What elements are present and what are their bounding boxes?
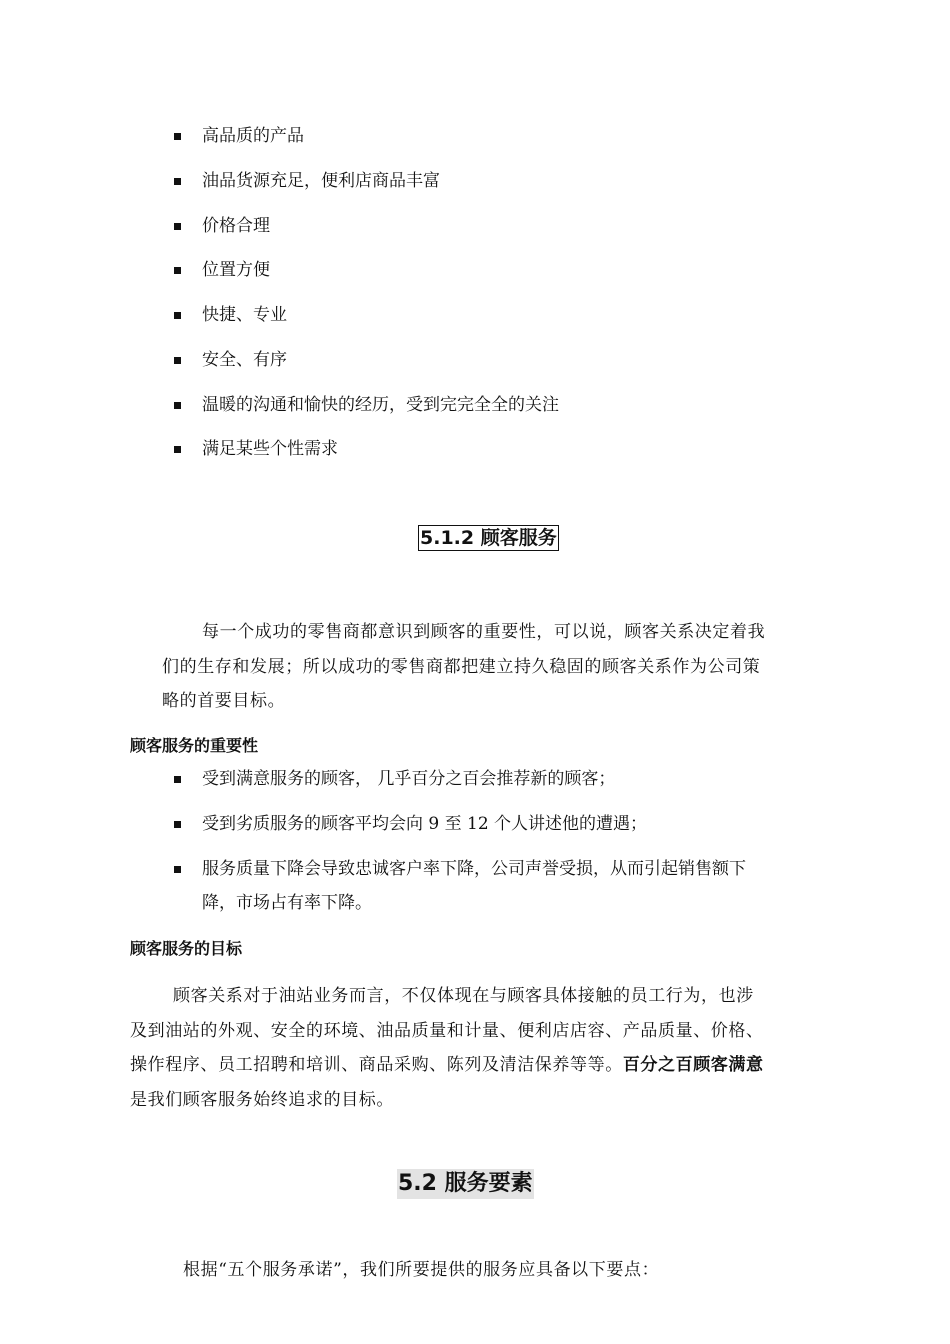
paragraph-line: 略的首要目标。: [162, 691, 286, 711]
list-item-continuation: 降，市场占有率下降。: [202, 893, 372, 913]
list-item: 油品货源充足，便利店商品丰富: [202, 171, 440, 191]
paragraph-line: 及到油站的外观、安全的环境、油品质量和计量、便利店店容、产品质量、价格、: [130, 1021, 764, 1041]
bullet-marker: [174, 357, 181, 364]
bullet-marker: [174, 821, 181, 828]
paragraph-line: 每一个成功的零售商都意识到顾客的重要性，可以说，顾客关系决定着我: [202, 622, 766, 642]
bold-emphasis: 百分之百顾客满意: [622, 1055, 764, 1075]
bullet-marker: [174, 402, 181, 409]
bullet-marker: [174, 866, 181, 873]
section-intro: 根据“五个服务承诺”，我们所要提供的服务应具备以下要点：: [183, 1260, 660, 1280]
section-heading-5-2: 5.2 服务要素: [397, 1169, 534, 1199]
bullet-marker: [174, 267, 181, 274]
bullet-marker: [174, 178, 181, 185]
paragraph-line: [130, 1050, 764, 1075]
bullet-marker: [174, 446, 181, 453]
list-item: 快捷、专业: [202, 305, 287, 325]
list-item: 受到满意服务的顾客， 几乎百分之百会推荐新的顾客；: [202, 769, 616, 789]
bullet-marker: [174, 133, 181, 140]
bullet-marker: [174, 312, 181, 319]
list-item: 满足某些个性需求: [202, 439, 338, 459]
list-item: 服务质量下降会导致忠诚客户率下降，公司声誉受损，从而引起销售额下: [202, 859, 746, 879]
list-item: 受到劣质服务的顾客平均会向 9 至 12 个人讲述他的遭遇；: [202, 814, 648, 834]
bullet-marker: [174, 776, 181, 783]
list-item: 位置方便: [202, 260, 270, 280]
list-item: 温暖的沟通和愉快的经历，受到完完全全的关注: [202, 395, 559, 415]
paragraph-text: 操作程序、员工招聘和培训、商品采购、陈列及清洁保养等等。: [130, 1055, 623, 1075]
list-item: 安全、有序: [202, 350, 287, 370]
paragraph-line: 是我们顾客服务始终追求的目标。: [130, 1090, 394, 1110]
list-item: 价格合理: [202, 216, 270, 236]
bullet-marker: [174, 223, 181, 230]
section-heading-5-1-2: 5.1.2 顾客服务: [420, 527, 557, 549]
goal-heading: 顾客服务的目标: [130, 939, 243, 958]
importance-heading: 顾客服务的重要性: [130, 736, 259, 755]
paragraph-line: 们的生存和发展；所以成功的零售商都把建立持久稳固的顾客关系作为公司策: [162, 657, 761, 677]
paragraph-line: 顾客关系对于油站业务而言，不仅体现在与顾客具体接触的员工行为，也涉: [173, 986, 754, 1006]
list-item: 高品质的产品: [202, 126, 304, 146]
